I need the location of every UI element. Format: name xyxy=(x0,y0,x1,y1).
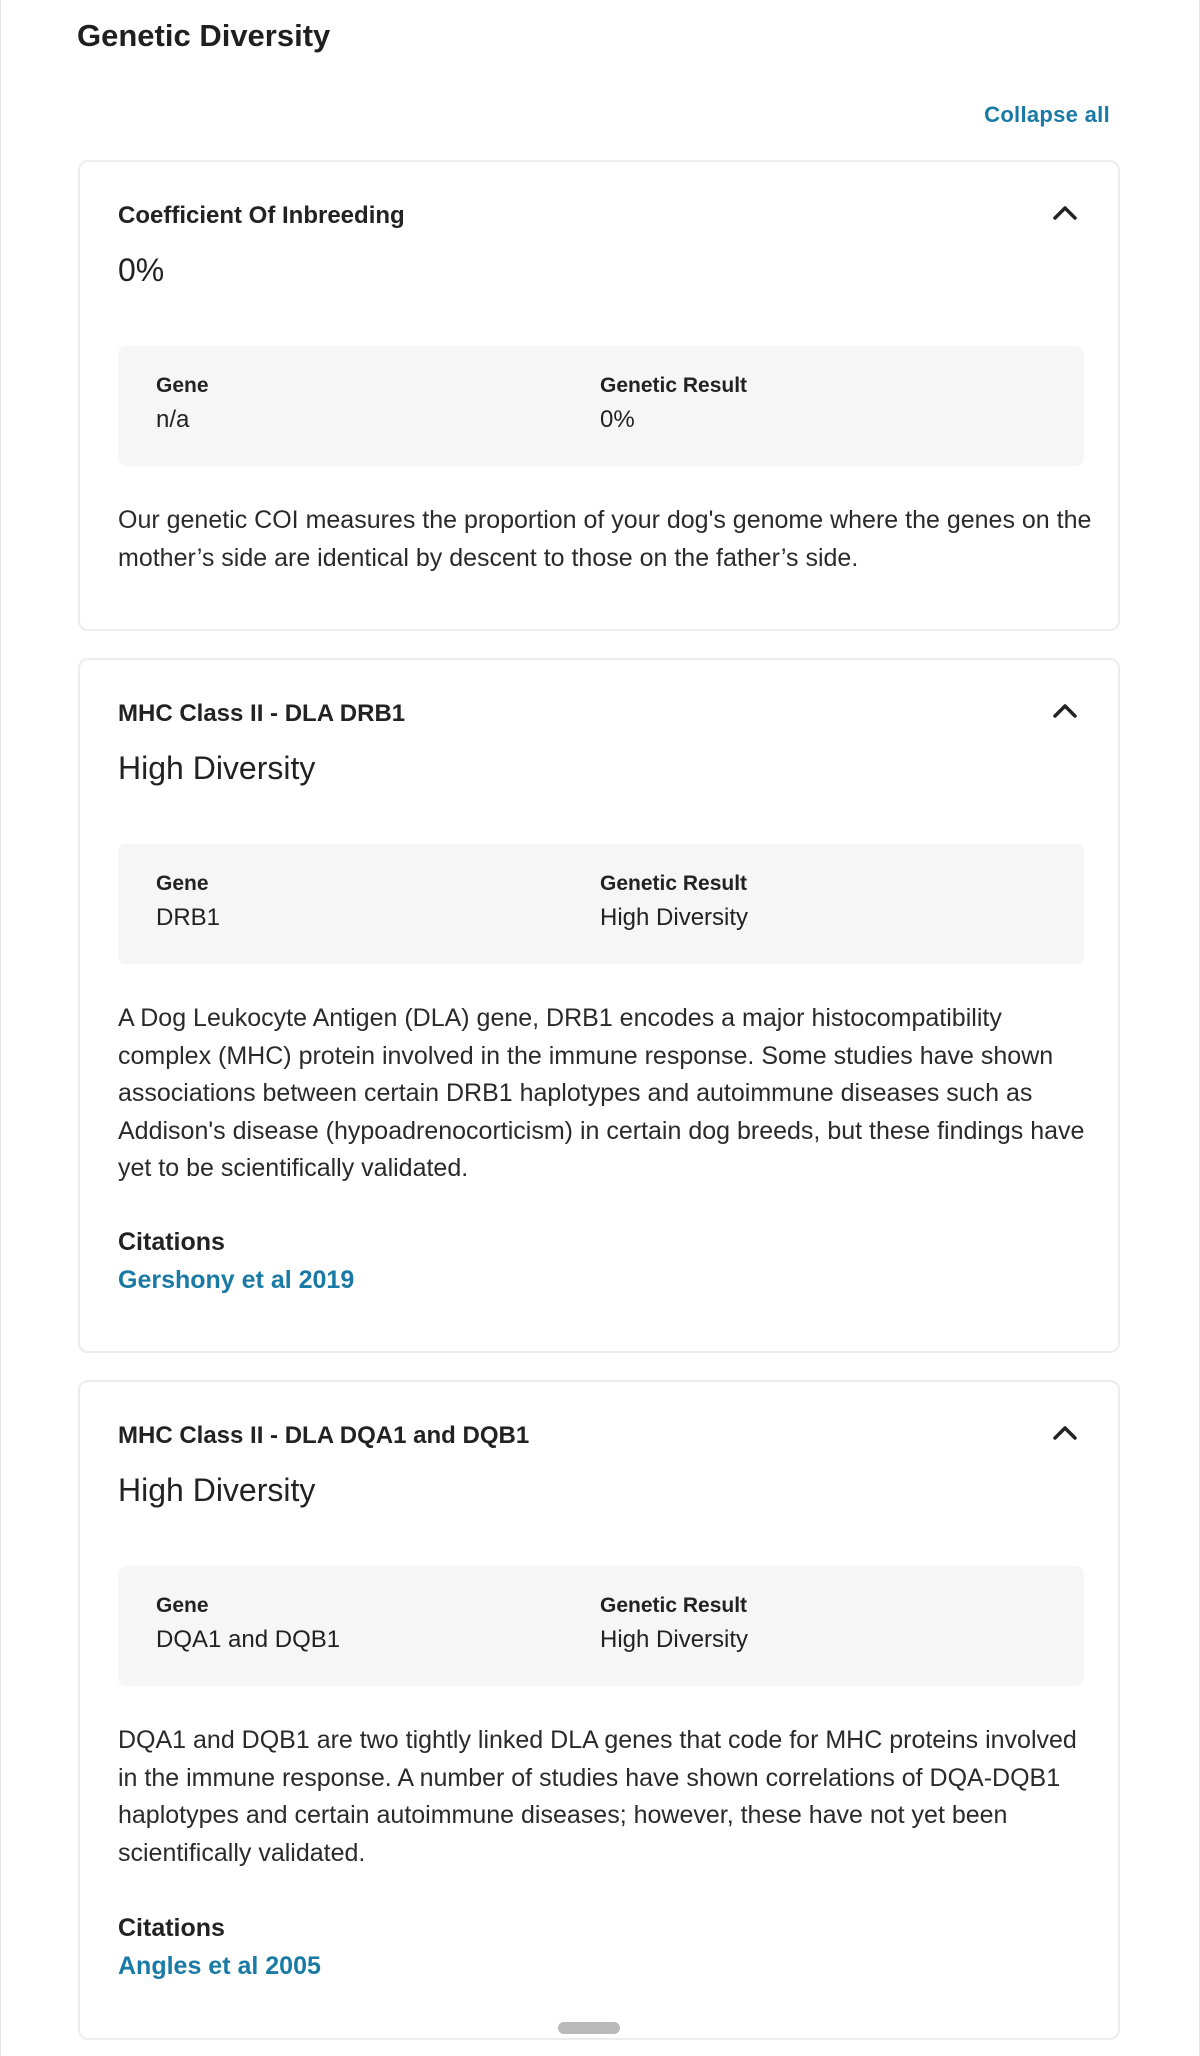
gene-label: Gene xyxy=(156,872,209,895)
gene-column xyxy=(156,374,209,434)
chevron-up-icon[interactable] xyxy=(1050,696,1080,726)
result-label: Genetic Result xyxy=(600,872,748,895)
gene-label: Gene xyxy=(156,374,209,397)
card-title: MHC Class II - DLA DQA1 and DQB1 xyxy=(118,1422,530,1449)
card-description: Our genetic COI measures the proportion of your dog's genome where the genes on the mother’s side are identical by descent to those on the father’s side. xyxy=(118,506,1092,572)
gene-value: DRB1 xyxy=(156,904,221,931)
result-column xyxy=(600,872,748,932)
card-title: Coefficient Of Inbreeding xyxy=(118,202,405,229)
result-label: Genetic Result xyxy=(600,1594,748,1617)
page-title: Genetic Diversity xyxy=(77,18,331,53)
card-description: DQA1 and DQB1 are two tightly linked DLA genes that code for MHC proteins involved in the immune response. A number of studies have shown correlations of DQA-DQB1 haplotypes and certain autoimmune diseases; however, these have not yet been scientifically validated. xyxy=(118,1726,1077,1867)
result-column xyxy=(600,1594,748,1654)
drb1-card xyxy=(78,658,1120,1353)
gene-info-box xyxy=(118,1566,1084,1686)
card-value: High Diversity xyxy=(118,1472,316,1508)
gene-column xyxy=(156,872,220,932)
dqa1-dqb1-card xyxy=(78,1380,1120,2040)
scroll-handle[interactable] xyxy=(558,2022,620,2034)
card-value: 0% xyxy=(118,252,165,288)
result-value: High Diversity xyxy=(600,1626,749,1653)
card-value: High Diversity xyxy=(118,750,316,786)
card-description: A Dog Leukocyte Antigen (DLA) gene, DRB1 encodes a major histocompatibility complex (MHC) protein involved in the immune response. Some studies have shown associations between certain DRB1 haplotypes and autoimmune diseases such as Addison's disease (hypoadrenocorticism) in certain dog breeds, but these findings have yet to be scientifically validated. xyxy=(118,1004,1085,1182)
result-value: 0% xyxy=(600,406,635,433)
gene-info-box xyxy=(118,844,1084,964)
card-title: MHC Class II - DLA DRB1 xyxy=(118,700,406,727)
result-column xyxy=(600,374,747,434)
gene-column xyxy=(156,1594,340,1654)
citation-link[interactable]: Gershony et al 2019 xyxy=(118,1266,355,1294)
gene-info-box xyxy=(118,346,1084,466)
gene-value: n/a xyxy=(156,406,190,433)
citations-label: Citations xyxy=(118,1914,225,1942)
citations-label: Citations xyxy=(118,1228,225,1256)
chevron-up-icon[interactable] xyxy=(1050,1418,1080,1448)
result-label: Genetic Result xyxy=(600,374,748,397)
coi-card xyxy=(78,160,1120,631)
citation-link[interactable]: Angles et al 2005 xyxy=(118,1952,321,1980)
gene-value: DQA1 and DQB1 xyxy=(156,1626,341,1653)
gene-label: Gene xyxy=(156,1594,209,1617)
result-value: High Diversity xyxy=(600,904,749,931)
chevron-up-icon[interactable] xyxy=(1050,198,1080,228)
collapse-all-button[interactable]: Collapse all xyxy=(984,102,1110,127)
